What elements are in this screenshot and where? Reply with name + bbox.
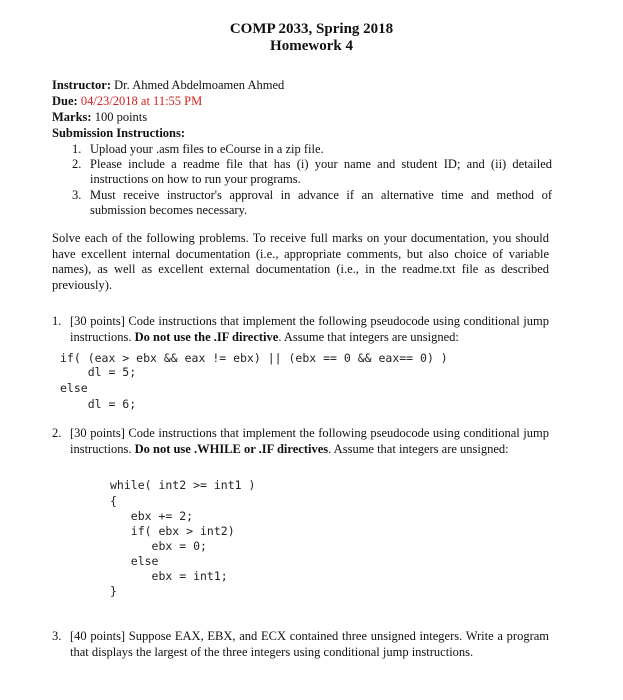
list-item-text: Must receive instructor's approval in advance if an alternative time and method of submission becomes necessary. bbox=[90, 188, 552, 217]
question-restriction: Do not use .WHILE or .IF directives bbox=[134, 441, 329, 456]
code-line: } bbox=[110, 584, 117, 598]
question-text-part: . Assume that integers are unsigned: bbox=[328, 441, 509, 456]
due-date: 04/23/2018 at 11:55 PM bbox=[80, 94, 203, 108]
submission-label: Submission Instructions: bbox=[52, 126, 186, 140]
question-text-part: . Assume that integers are unsigned: bbox=[278, 329, 459, 344]
question-restriction: Do not use the .IF directive bbox=[134, 329, 279, 344]
question-3 bbox=[52, 629, 549, 663]
code-line: dl = 6; bbox=[60, 397, 137, 411]
marks-label: Marks: bbox=[52, 110, 92, 124]
marks-value: 100 points bbox=[94, 110, 148, 124]
code-line: if( (eax > ebx && eax != ebx) || (ebx == 0 && eax== 0) ) bbox=[60, 351, 448, 365]
question-text-part: [30 points] Code instructions that implement the following pseudocode using conditional jump instructions. bbox=[70, 314, 549, 344]
list-item-number: 3. bbox=[72, 188, 82, 202]
question-text-part: [30 points] Code instructions that implement the following pseudocode using conditional jump instructions. bbox=[70, 426, 549, 456]
list-item-text: Upload your .asm files to eCourse in a zip file. bbox=[90, 142, 324, 156]
code-line: else bbox=[110, 554, 159, 568]
question-2 bbox=[52, 426, 549, 474]
code-line: while( int2 >= int1 ) bbox=[110, 478, 256, 492]
list-item-number: 1. bbox=[72, 142, 82, 156]
code-line: if( ebx > int2) bbox=[110, 524, 235, 538]
question-text bbox=[70, 314, 549, 345]
question-number: 1. bbox=[52, 314, 62, 328]
submission-heading bbox=[52, 125, 185, 141]
code-line: ebx += 2; bbox=[110, 509, 194, 523]
instructor-line bbox=[52, 77, 284, 93]
instructor-name: Dr. Ahmed Abdelmoamen Ahmed bbox=[114, 78, 285, 92]
assignment-title: Homework 4 bbox=[270, 38, 353, 54]
marks-line bbox=[52, 109, 147, 125]
code-line: ebx = 0; bbox=[110, 539, 207, 553]
question-1 bbox=[52, 314, 549, 348]
code-line: ebx = int1; bbox=[110, 569, 228, 583]
due-label: Due: bbox=[52, 94, 78, 108]
question-number: 3. bbox=[52, 629, 62, 643]
instructor-label: Instructor: bbox=[52, 78, 112, 92]
question-text bbox=[70, 426, 549, 457]
due-line bbox=[52, 93, 202, 109]
course-title: COMP 2033, Spring 2018 bbox=[229, 21, 394, 37]
question-number: 2. bbox=[52, 426, 62, 440]
code-line: { bbox=[110, 494, 117, 508]
intro-paragraph: Solve each of the following problems. To receive full marks on your documentation, you should have excellent internal documentation (i.e., appropriate comments, but also choice of variable names), as well as excellent external documentation (i.e., in the readme.txt file as described previously). bbox=[52, 231, 549, 292]
code-line: else bbox=[60, 381, 88, 395]
question-text: [40 points] Suppose EAX, EBX, and ECX contained three unsigned integers. Write a program that displays the largest of the three integers using conditional jump instructions. bbox=[70, 629, 549, 659]
list-item-text: Please include a readme file that has (i) your name and student ID; and (ii) detailed instructions on how to run your programs. bbox=[90, 157, 552, 186]
list-item-number: 2. bbox=[72, 157, 82, 171]
code-line: dl = 5; bbox=[60, 365, 137, 379]
